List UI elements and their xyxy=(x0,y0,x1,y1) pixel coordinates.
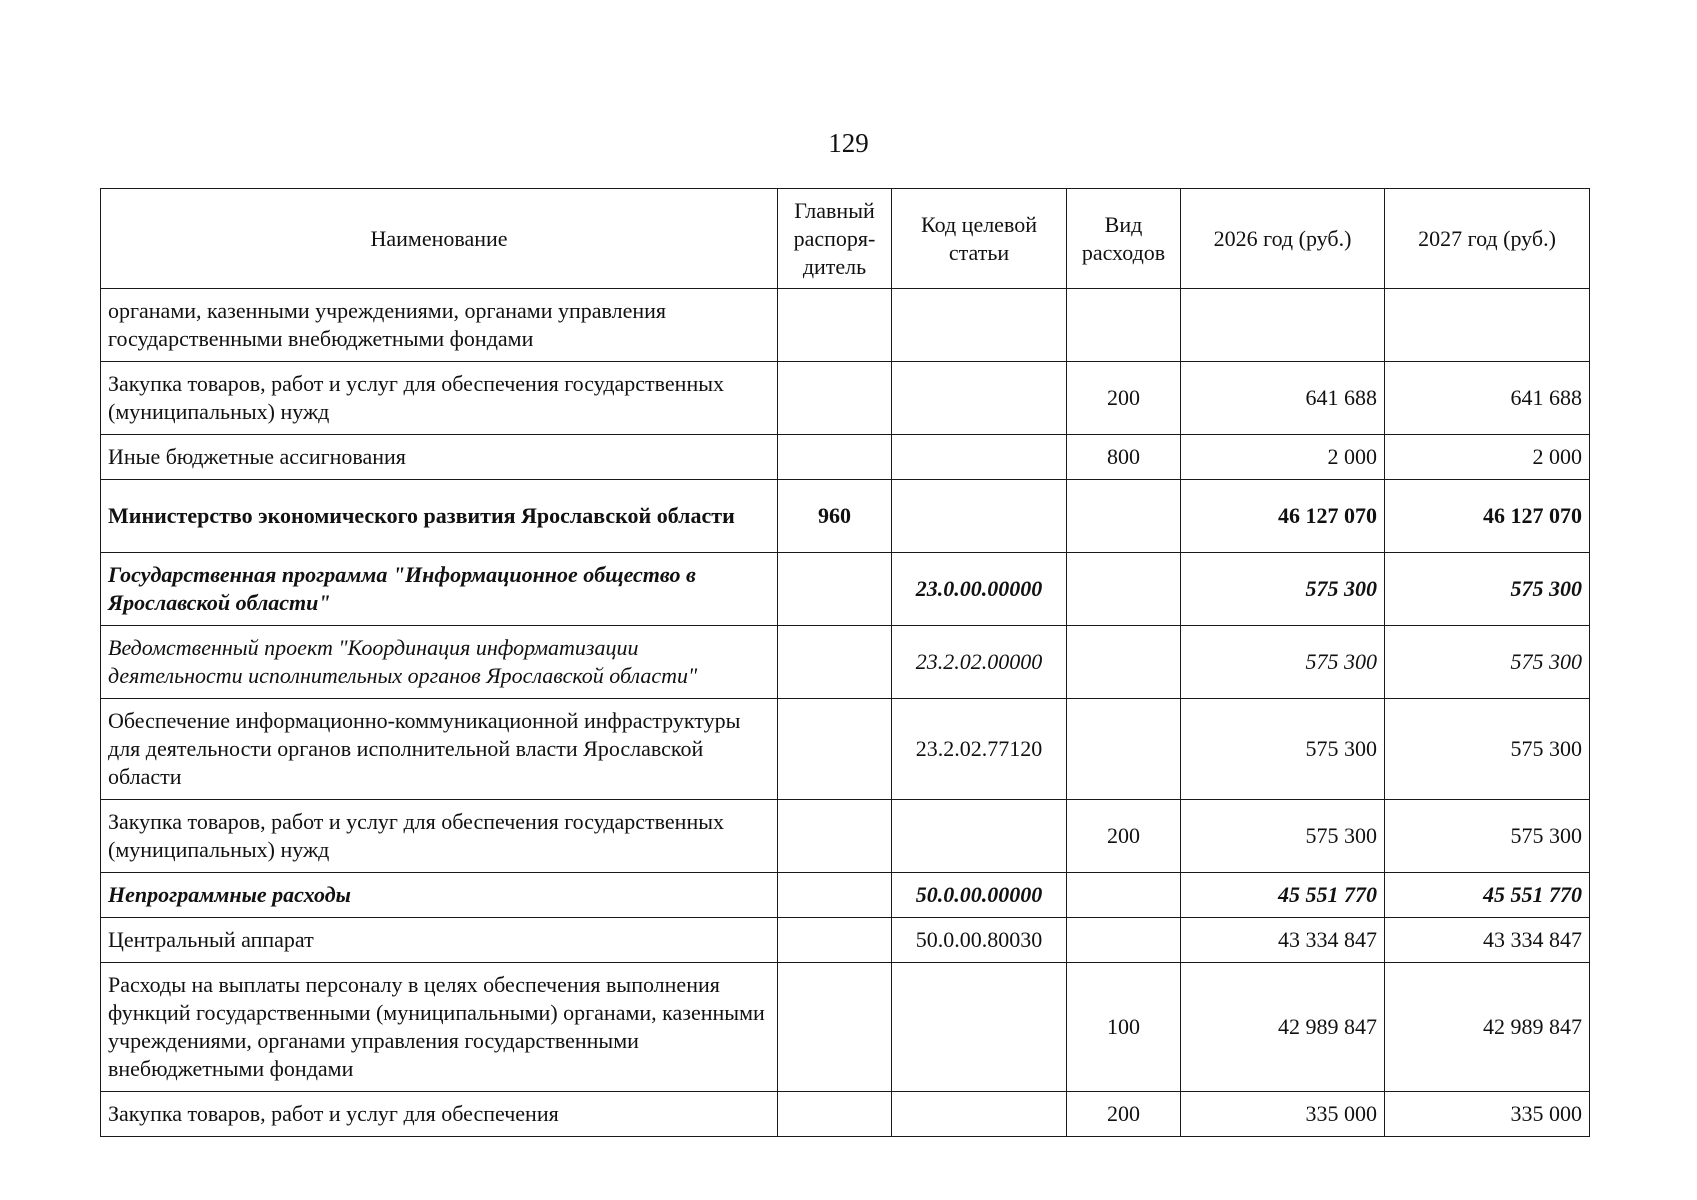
cell-2027: 575 300 xyxy=(1385,553,1590,626)
cell-vid: 200 xyxy=(1067,362,1181,435)
cell-2027: 45 551 770 xyxy=(1385,873,1590,918)
cell-name: Закупка товаров, работ и услуг для обеспечения государственных (муниципальных) нужд xyxy=(101,362,778,435)
cell-name: Расходы на выплаты персоналу в целях обеспечения выполнения функций государственными (муниципальными) органами, казенными учреждениями, органами управления государственными внебюджетными фондами xyxy=(101,963,778,1092)
table-row xyxy=(101,800,1590,873)
cell-code: 50.0.00.80030 xyxy=(892,918,1067,963)
column-header-2027: 2027 год (руб.) xyxy=(1385,189,1590,289)
cell-chief xyxy=(778,435,892,480)
cell-2027: 575 300 xyxy=(1385,800,1590,873)
cell-code: 23.2.02.00000 xyxy=(892,626,1067,699)
page-number: 129 xyxy=(828,128,869,158)
cell-2026: 46 127 070 xyxy=(1181,480,1385,553)
cell-vid: 200 xyxy=(1067,1092,1181,1137)
cell-name: Обеспечение информационно-коммуникационной инфраструктуры для деятельности органов исполнительной власти Ярославской области xyxy=(101,699,778,800)
cell-code xyxy=(892,362,1067,435)
cell-vid xyxy=(1067,626,1181,699)
cell-name: Непрограммные расходы xyxy=(101,873,778,918)
cell-chief xyxy=(778,873,892,918)
cell-code xyxy=(892,800,1067,873)
cell-code: 23.2.02.77120 xyxy=(892,699,1067,800)
column-header-2026: 2026 год (руб.) xyxy=(1181,189,1385,289)
table-row xyxy=(101,362,1590,435)
cell-vid: 800 xyxy=(1067,435,1181,480)
cell-name: Закупка товаров, работ и услуг для обеспечения государственных (муниципальных) нужд xyxy=(101,800,778,873)
column-header-name: Наименование xyxy=(101,189,778,289)
table-row xyxy=(101,626,1590,699)
cell-code: 23.0.00.00000 xyxy=(892,553,1067,626)
cell-name: Иные бюджетные ассигнования xyxy=(101,435,778,480)
table-row xyxy=(101,553,1590,626)
cell-2026: 43 334 847 xyxy=(1181,918,1385,963)
cell-2027: 575 300 xyxy=(1385,626,1590,699)
cell-2026: 575 300 xyxy=(1181,800,1385,873)
cell-chief xyxy=(778,1092,892,1137)
cell-name: Министерство экономического развития Ярославской области xyxy=(101,480,778,553)
cell-code: 50.0.00.00000 xyxy=(892,873,1067,918)
cell-chief xyxy=(778,800,892,873)
column-header-code: Код целевой статьи xyxy=(892,189,1067,289)
table-row xyxy=(101,1092,1590,1137)
cell-name: Государственная программа "Информационное общество в Ярославской области" xyxy=(101,553,778,626)
cell-2026: 335 000 xyxy=(1181,1092,1385,1137)
cell-chief xyxy=(778,626,892,699)
table-row xyxy=(101,873,1590,918)
cell-chief xyxy=(778,918,892,963)
cell-chief: 960 xyxy=(778,480,892,553)
cell-2027 xyxy=(1385,289,1590,362)
cell-code xyxy=(892,289,1067,362)
table-row xyxy=(101,289,1590,362)
cell-2027: 42 989 847 xyxy=(1385,963,1590,1092)
cell-2026: 575 300 xyxy=(1181,553,1385,626)
table-row xyxy=(101,435,1590,480)
cell-2026: 641 688 xyxy=(1181,362,1385,435)
cell-vid: 100 xyxy=(1067,963,1181,1092)
cell-2027: 575 300 xyxy=(1385,699,1590,800)
table-header-row xyxy=(101,189,1590,289)
cell-2026: 45 551 770 xyxy=(1181,873,1385,918)
cell-chief xyxy=(778,553,892,626)
cell-code xyxy=(892,480,1067,553)
cell-2027: 43 334 847 xyxy=(1385,918,1590,963)
cell-2026: 2 000 xyxy=(1181,435,1385,480)
table-row xyxy=(101,699,1590,800)
table-row xyxy=(101,963,1590,1092)
cell-name: органами, казенными учреждениями, органами управления государственными внебюджетными фондами xyxy=(101,289,778,362)
cell-2026: 575 300 xyxy=(1181,699,1385,800)
cell-vid xyxy=(1067,699,1181,800)
cell-2026 xyxy=(1181,289,1385,362)
table-row xyxy=(101,480,1590,553)
column-header-vid: Вид расходов xyxy=(1067,189,1181,289)
budget-table xyxy=(100,188,1590,1137)
cell-2026: 42 989 847 xyxy=(1181,963,1385,1092)
cell-vid xyxy=(1067,873,1181,918)
table-row xyxy=(101,918,1590,963)
cell-vid xyxy=(1067,289,1181,362)
cell-2027: 2 000 xyxy=(1385,435,1590,480)
cell-chief xyxy=(778,289,892,362)
cell-2027: 641 688 xyxy=(1385,362,1590,435)
cell-vid xyxy=(1067,480,1181,553)
cell-code xyxy=(892,435,1067,480)
cell-name: Центральный аппарат xyxy=(101,918,778,963)
cell-2026: 575 300 xyxy=(1181,626,1385,699)
cell-name: Закупка товаров, работ и услуг для обеспечения xyxy=(101,1092,778,1137)
column-header-chief: Главный распоря-дитель xyxy=(778,189,892,289)
cell-vid xyxy=(1067,918,1181,963)
cell-chief xyxy=(778,362,892,435)
cell-chief xyxy=(778,963,892,1092)
cell-vid xyxy=(1067,553,1181,626)
cell-vid: 200 xyxy=(1067,800,1181,873)
cell-code xyxy=(892,1092,1067,1137)
cell-2027: 335 000 xyxy=(1385,1092,1590,1137)
cell-chief xyxy=(778,699,892,800)
cell-code xyxy=(892,963,1067,1092)
cell-2027: 46 127 070 xyxy=(1385,480,1590,553)
cell-name: Ведомственный проект "Координация информатизации деятельности исполнительных органов Ярославской области" xyxy=(101,626,778,699)
